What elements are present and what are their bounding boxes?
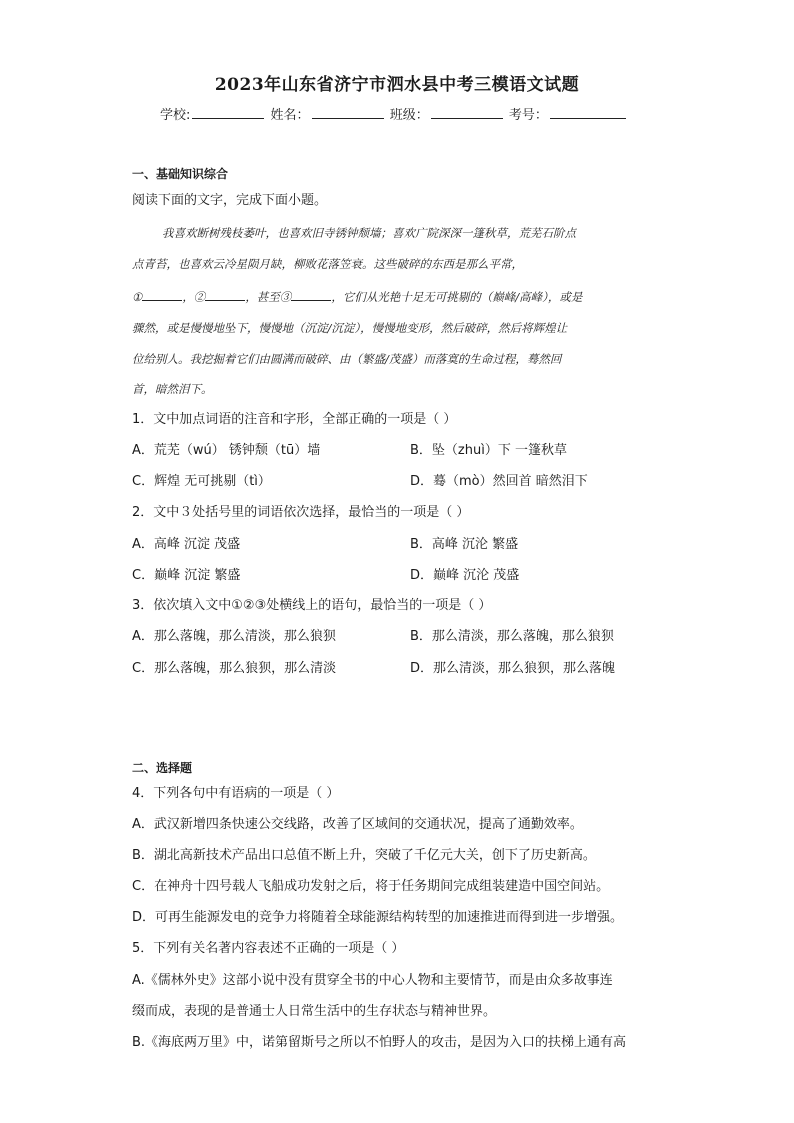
q3-option-d: D．那么清淡，那么狼狈，那么落魄: [410, 661, 616, 676]
answer-blank-1: [142, 288, 182, 301]
school-blank: [192, 105, 264, 119]
passage-line: 我喜欢断树残枝萎叶，也喜欢旧寺锈钟颓墙；喜欢广院深深一篷秋草，荒芜石阶点: [162, 226, 576, 240]
question-1-stem: 1．文中加点词语的注音和字形，全部正确的一项是（ ）: [132, 412, 457, 427]
exam-title: 2023年山东省济宁市泗水县中考三模语文试题: [214, 75, 580, 95]
q2-option-d: D．巅峰 沉沦 茂盛: [410, 568, 520, 583]
q1-option-a: A．荒芜（wú） 锈钟颓（tū）墙: [132, 443, 321, 458]
q5-option-b: B.《海底两万里》中，诺第留斯号之所以不怕野人的攻击，是因为入口的扶梯上通有高: [132, 1035, 627, 1050]
passage-text: ，它们从光艳十足无可挑剔的（巅峰/高峰），或是: [331, 290, 583, 304]
passage-line: 位给别人。我挖掘着它们由圆满而破碎、由（繁盛/茂盛）而落寞的生命过程，蓦然回: [132, 352, 562, 366]
q5-option-a: A.《儒林外史》这部小说中没有贯穿全书的中心人物和主要情节，而是由众多故事连: [132, 973, 613, 988]
exam-no-label: 考号：: [508, 108, 548, 123]
exam-no-blank: [550, 105, 626, 119]
name-label: 姓名：: [270, 108, 310, 123]
section1-heading: 一、基础知识综合: [132, 167, 229, 181]
name-blank: [312, 105, 384, 119]
question-3-stem: 3．依次填入文中①②③处横线上的语句，最恰当的一项是（ ）: [132, 598, 492, 613]
q3-option-c: C．那么落魄，那么狼狈，那么清淡: [132, 661, 337, 676]
q4-option-c: C．在神舟十四号载人飞船成功发射之后，将于任务期间完成组装建造中国空间站。: [132, 879, 610, 894]
q5-option-a-cont: 缀而成，表现的是普通士人日常生活中的生存状态与精神世界。: [132, 1004, 497, 1019]
q2-option-a: A．高峰 沉淀 茂盛: [132, 537, 241, 552]
q3-option-a: A．那么落魄，那么清淡，那么狼狈: [132, 629, 336, 644]
q1-option-d: D．蓦（mò）然回首 暗然泪下: [410, 474, 588, 489]
section2-heading: 二、选择题: [132, 761, 193, 775]
passage-line-blanks: [132, 288, 664, 305]
q4-option-b: B．湖北高新技术产品出口总值不断上升，突破了千亿元大关，创下了历史新高。: [132, 848, 596, 863]
q4-option-a: A．武汉新增四条快速公交线路，改善了区域间的交通状况，提高了通勤效率。: [132, 817, 583, 832]
q1-option-c: C．辉煌 无可挑剔（tì）: [132, 474, 271, 489]
class-blank: [431, 105, 503, 119]
question-2-stem: 2．文中３处括号里的词语依次选择，最恰当的一项是（ ）: [132, 505, 470, 520]
answer-blank-2: [205, 288, 245, 301]
question-4-stem: 4．下列各句中有语病的一项是（ ）: [132, 786, 340, 801]
question-5-stem: 5．下列有关名著内容表述不正确的一项是（ ）: [132, 941, 405, 956]
passage-line: 骤然，或是慢慢地坠下，慢慢地（沉淀/沉淀），慢慢地变形，然后破碎，然后将辉煌让: [132, 321, 568, 335]
q2-option-b: B．高峰 沉沦 繁盛: [410, 537, 519, 552]
answer-blank-3: [291, 288, 331, 301]
section1-instruction: 阅读下面的文字，完成下面小题。: [132, 193, 328, 208]
q2-option-c: C．巅峰 沉淀 繁盛: [132, 568, 241, 583]
blank-marker-1: ①: [132, 290, 143, 304]
blank-marker-3: ，甚至③: [245, 290, 292, 304]
student-info-line: [160, 104, 628, 123]
q4-option-d: D．可再生能源发电的竞争力将随着全球能源结构转型的加速推进而得到进一步增强。: [132, 910, 624, 925]
passage-line: 首，暗然泪下。: [132, 382, 213, 396]
blank-marker-2: ，②: [182, 290, 206, 304]
q1-option-b: B．坠（zhuì）下 一篷秋草: [410, 443, 567, 458]
q3-option-b: B．那么清淡，那么落魄，那么狼狈: [410, 629, 614, 644]
class-label: 班级：: [389, 108, 429, 123]
passage-line: 点青苔，也喜欢云冷星陨月缺，柳败花落笠衰。这些破碎的东西是那么平常，: [132, 257, 523, 271]
school-label: 学校:: [160, 108, 191, 123]
